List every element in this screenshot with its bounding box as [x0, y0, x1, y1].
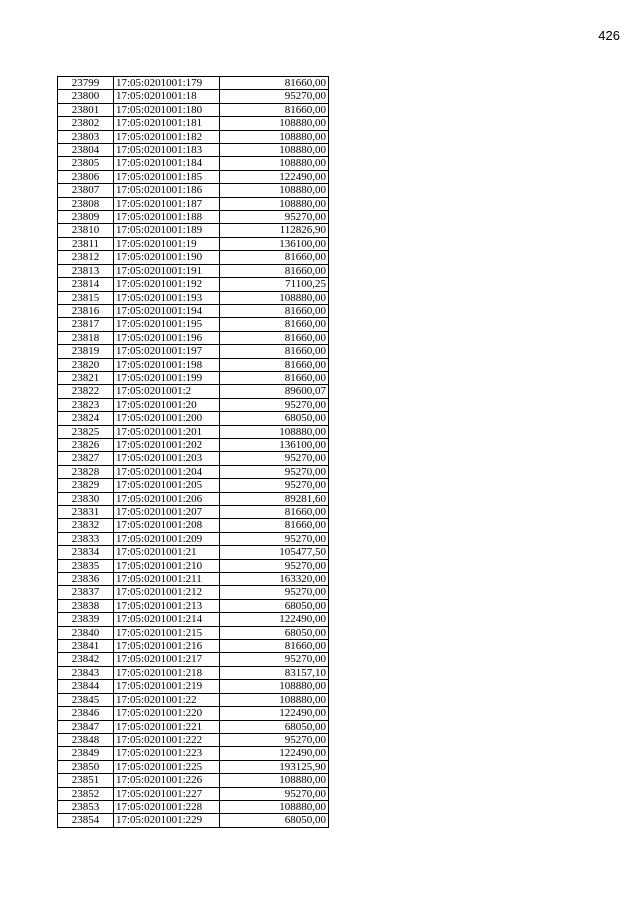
table-row	[58, 680, 329, 693]
row-number-cell: 23801	[58, 103, 114, 116]
cadastral-number-cell: 17:05:0201001:21	[114, 546, 220, 559]
value-cell: 108880,00	[220, 800, 329, 813]
cadastral-number-cell: 17:05:0201001:202	[114, 438, 220, 451]
table-row	[58, 304, 329, 317]
value-cell: 108880,00	[220, 157, 329, 170]
row-number-cell: 23809	[58, 211, 114, 224]
cadastral-number-cell: 17:05:0201001:197	[114, 345, 220, 358]
value-cell: 81660,00	[220, 304, 329, 317]
cadastral-number-cell: 17:05:0201001:217	[114, 653, 220, 666]
cadastral-number-cell: 17:05:0201001:227	[114, 787, 220, 800]
row-number-cell: 23851	[58, 774, 114, 787]
value-cell: 81660,00	[220, 519, 329, 532]
row-number-cell: 23805	[58, 157, 114, 170]
value-cell: 89281,60	[220, 492, 329, 505]
row-number-cell: 23847	[58, 720, 114, 733]
row-number-cell: 23827	[58, 452, 114, 465]
cadastral-number-cell: 17:05:0201001:210	[114, 559, 220, 572]
value-cell: 108880,00	[220, 291, 329, 304]
row-number-cell: 23803	[58, 130, 114, 143]
row-number-cell: 23812	[58, 251, 114, 264]
cadastral-number-cell: 17:05:0201001:214	[114, 613, 220, 626]
row-number-cell: 23845	[58, 693, 114, 706]
value-cell: 71100,25	[220, 278, 329, 291]
value-cell: 95270,00	[220, 452, 329, 465]
row-number-cell: 23852	[58, 787, 114, 800]
value-cell: 68050,00	[220, 814, 329, 827]
value-cell: 108880,00	[220, 184, 329, 197]
cadastral-number-cell: 17:05:0201001:204	[114, 465, 220, 478]
row-number-cell: 23823	[58, 398, 114, 411]
cadastral-number-cell: 17:05:0201001:186	[114, 184, 220, 197]
row-number-cell: 23844	[58, 680, 114, 693]
value-cell: 136100,00	[220, 438, 329, 451]
row-number-cell: 23839	[58, 613, 114, 626]
row-number-cell: 23831	[58, 506, 114, 519]
row-number-cell: 23830	[58, 492, 114, 505]
cadastral-number-cell: 17:05:0201001:228	[114, 800, 220, 813]
table-row	[58, 814, 329, 827]
value-cell: 81660,00	[220, 318, 329, 331]
value-cell: 95270,00	[220, 211, 329, 224]
cadastral-number-cell: 17:05:0201001:191	[114, 264, 220, 277]
value-cell: 108880,00	[220, 117, 329, 130]
table-row	[58, 103, 329, 116]
row-number-cell: 23837	[58, 586, 114, 599]
value-cell: 136100,00	[220, 237, 329, 250]
value-cell: 81660,00	[220, 103, 329, 116]
cadastral-number-cell: 17:05:0201001:199	[114, 371, 220, 384]
cadastral-number-cell: 17:05:0201001:193	[114, 291, 220, 304]
value-cell: 105477,50	[220, 546, 329, 559]
cadastral-number-cell: 17:05:0201001:203	[114, 452, 220, 465]
table-row	[58, 506, 329, 519]
table-row	[58, 760, 329, 773]
table-body	[58, 77, 329, 828]
row-number-cell: 23854	[58, 814, 114, 827]
cadastral-number-cell: 17:05:0201001:213	[114, 599, 220, 612]
table-row	[58, 599, 329, 612]
row-number-cell: 23840	[58, 626, 114, 639]
table-row	[58, 747, 329, 760]
row-number-cell: 23846	[58, 707, 114, 720]
row-number-cell: 23816	[58, 304, 114, 317]
table-row	[58, 800, 329, 813]
cadastral-number-cell: 17:05:0201001:195	[114, 318, 220, 331]
cadastral-number-cell: 17:05:0201001:184	[114, 157, 220, 170]
cadastral-number-cell: 17:05:0201001:207	[114, 506, 220, 519]
row-number-cell: 23825	[58, 425, 114, 438]
table-row	[58, 519, 329, 532]
cadastral-number-cell: 17:05:0201001:206	[114, 492, 220, 505]
table-row	[58, 291, 329, 304]
table-row	[58, 573, 329, 586]
cadastral-number-cell: 17:05:0201001:222	[114, 733, 220, 746]
value-cell: 108880,00	[220, 197, 329, 210]
cadastral-number-cell: 17:05:0201001:229	[114, 814, 220, 827]
value-cell: 193125,90	[220, 760, 329, 773]
value-cell: 95270,00	[220, 733, 329, 746]
table-row	[58, 211, 329, 224]
table-row	[58, 251, 329, 264]
value-cell: 95270,00	[220, 90, 329, 103]
cadastral-number-cell: 17:05:0201001:216	[114, 640, 220, 653]
value-cell: 68050,00	[220, 626, 329, 639]
cadastral-number-cell: 17:05:0201001:209	[114, 532, 220, 545]
table-row	[58, 546, 329, 559]
row-number-cell: 23802	[58, 117, 114, 130]
cadastral-number-cell: 17:05:0201001:220	[114, 707, 220, 720]
row-number-cell: 23810	[58, 224, 114, 237]
table-row	[58, 438, 329, 451]
value-cell: 68050,00	[220, 599, 329, 612]
value-cell: 163320,00	[220, 573, 329, 586]
value-cell: 81660,00	[220, 345, 329, 358]
cadastral-number-cell: 17:05:0201001:179	[114, 77, 220, 90]
value-cell: 108880,00	[220, 693, 329, 706]
row-number-cell: 23842	[58, 653, 114, 666]
cadastral-number-cell: 17:05:0201001:205	[114, 479, 220, 492]
row-number-cell: 23838	[58, 599, 114, 612]
row-number-cell: 23826	[58, 438, 114, 451]
cadastral-number-cell: 17:05:0201001:211	[114, 573, 220, 586]
row-number-cell: 23834	[58, 546, 114, 559]
row-number-cell: 23817	[58, 318, 114, 331]
value-cell: 81660,00	[220, 77, 329, 90]
cadastral-number-cell: 17:05:0201001:198	[114, 358, 220, 371]
row-number-cell: 23819	[58, 345, 114, 358]
table-row	[58, 774, 329, 787]
table-row	[58, 144, 329, 157]
row-number-cell: 23807	[58, 184, 114, 197]
value-cell: 95270,00	[220, 479, 329, 492]
value-cell: 112826,90	[220, 224, 329, 237]
cadastral-number-cell: 17:05:0201001:219	[114, 680, 220, 693]
table-row	[58, 707, 329, 720]
value-cell: 95270,00	[220, 398, 329, 411]
table-row	[58, 385, 329, 398]
value-cell: 108880,00	[220, 425, 329, 438]
table-row	[58, 586, 329, 599]
table-row	[58, 452, 329, 465]
table-row	[58, 90, 329, 103]
table-row	[58, 170, 329, 183]
table-row	[58, 371, 329, 384]
cadastral-number-cell: 17:05:0201001:22	[114, 693, 220, 706]
row-number-cell: 23833	[58, 532, 114, 545]
value-cell: 95270,00	[220, 653, 329, 666]
value-cell: 122490,00	[220, 613, 329, 626]
row-number-cell: 23820	[58, 358, 114, 371]
table-row	[58, 398, 329, 411]
value-cell: 95270,00	[220, 465, 329, 478]
cadastral-value-table	[57, 76, 329, 828]
value-cell: 68050,00	[220, 720, 329, 733]
value-cell: 108880,00	[220, 680, 329, 693]
cadastral-number-cell: 17:05:0201001:181	[114, 117, 220, 130]
value-cell: 81660,00	[220, 264, 329, 277]
value-cell: 81660,00	[220, 251, 329, 264]
cadastral-number-cell: 17:05:0201001:212	[114, 586, 220, 599]
table-row	[58, 720, 329, 733]
cadastral-number-cell: 17:05:0201001:183	[114, 144, 220, 157]
table-row	[58, 237, 329, 250]
table-row	[58, 197, 329, 210]
cadastral-number-cell: 17:05:0201001:188	[114, 211, 220, 224]
table-row	[58, 358, 329, 371]
value-cell: 81660,00	[220, 358, 329, 371]
table-row	[58, 465, 329, 478]
value-cell: 89600,07	[220, 385, 329, 398]
cadastral-number-cell: 17:05:0201001:19	[114, 237, 220, 250]
value-cell: 95270,00	[220, 532, 329, 545]
page-number: 426	[598, 28, 620, 43]
cadastral-number-cell: 17:05:0201001:223	[114, 747, 220, 760]
table-row	[58, 693, 329, 706]
cadastral-number-cell: 17:05:0201001:201	[114, 425, 220, 438]
row-number-cell: 23799	[58, 77, 114, 90]
value-cell: 108880,00	[220, 144, 329, 157]
table-row	[58, 787, 329, 800]
table-row	[58, 117, 329, 130]
table-row	[58, 318, 329, 331]
row-number-cell: 23828	[58, 465, 114, 478]
value-cell: 68050,00	[220, 412, 329, 425]
cadastral-number-cell: 17:05:0201001:221	[114, 720, 220, 733]
row-number-cell: 23800	[58, 90, 114, 103]
cadastral-number-cell: 17:05:0201001:208	[114, 519, 220, 532]
table-row	[58, 77, 329, 90]
table-row	[58, 331, 329, 344]
table-row	[58, 130, 329, 143]
table-row	[58, 532, 329, 545]
row-number-cell: 23806	[58, 170, 114, 183]
value-cell: 122490,00	[220, 747, 329, 760]
cadastral-number-cell: 17:05:0201001:187	[114, 197, 220, 210]
cadastral-number-cell: 17:05:0201001:196	[114, 331, 220, 344]
table-row	[58, 412, 329, 425]
table-row	[58, 264, 329, 277]
row-number-cell: 23843	[58, 666, 114, 679]
row-number-cell: 23818	[58, 331, 114, 344]
table-row	[58, 666, 329, 679]
table-row	[58, 653, 329, 666]
row-number-cell: 23849	[58, 747, 114, 760]
table-row	[58, 278, 329, 291]
row-number-cell: 23808	[58, 197, 114, 210]
row-number-cell: 23835	[58, 559, 114, 572]
row-number-cell: 23813	[58, 264, 114, 277]
row-number-cell: 23832	[58, 519, 114, 532]
row-number-cell: 23814	[58, 278, 114, 291]
value-cell: 95270,00	[220, 559, 329, 572]
row-number-cell: 23841	[58, 640, 114, 653]
table-row	[58, 425, 329, 438]
value-cell: 95270,00	[220, 787, 329, 800]
row-number-cell: 23822	[58, 385, 114, 398]
table-row	[58, 184, 329, 197]
value-cell: 81660,00	[220, 506, 329, 519]
value-cell: 83157,10	[220, 666, 329, 679]
row-number-cell: 23815	[58, 291, 114, 304]
table-row	[58, 733, 329, 746]
cadastral-number-cell: 17:05:0201001:20	[114, 398, 220, 411]
cadastral-number-cell: 17:05:0201001:2	[114, 385, 220, 398]
cadastral-number-cell: 17:05:0201001:225	[114, 760, 220, 773]
cadastral-number-cell: 17:05:0201001:180	[114, 103, 220, 116]
table-row	[58, 559, 329, 572]
value-cell: 122490,00	[220, 170, 329, 183]
row-number-cell: 23836	[58, 573, 114, 586]
table-row	[58, 492, 329, 505]
table-row	[58, 345, 329, 358]
cadastral-number-cell: 17:05:0201001:226	[114, 774, 220, 787]
table-row	[58, 613, 329, 626]
table-row	[58, 224, 329, 237]
cadastral-number-cell: 17:05:0201001:200	[114, 412, 220, 425]
value-cell: 81660,00	[220, 331, 329, 344]
cadastral-number-cell: 17:05:0201001:192	[114, 278, 220, 291]
row-number-cell: 23853	[58, 800, 114, 813]
row-number-cell: 23804	[58, 144, 114, 157]
table-row	[58, 626, 329, 639]
row-number-cell: 23821	[58, 371, 114, 384]
cadastral-number-cell: 17:05:0201001:194	[114, 304, 220, 317]
value-cell: 81660,00	[220, 371, 329, 384]
cadastral-number-cell: 17:05:0201001:218	[114, 666, 220, 679]
row-number-cell: 23811	[58, 237, 114, 250]
cadastral-number-cell: 17:05:0201001:190	[114, 251, 220, 264]
cadastral-number-cell: 17:05:0201001:185	[114, 170, 220, 183]
table-row	[58, 479, 329, 492]
cadastral-number-cell: 17:05:0201001:182	[114, 130, 220, 143]
row-number-cell: 23850	[58, 760, 114, 773]
cadastral-number-cell: 17:05:0201001:215	[114, 626, 220, 639]
value-cell: 108880,00	[220, 774, 329, 787]
value-cell: 108880,00	[220, 130, 329, 143]
value-cell: 95270,00	[220, 586, 329, 599]
value-cell: 122490,00	[220, 707, 329, 720]
row-number-cell: 23824	[58, 412, 114, 425]
row-number-cell: 23848	[58, 733, 114, 746]
table-row	[58, 640, 329, 653]
row-number-cell: 23829	[58, 479, 114, 492]
cadastral-number-cell: 17:05:0201001:189	[114, 224, 220, 237]
cadastral-number-cell: 17:05:0201001:18	[114, 90, 220, 103]
table-row	[58, 157, 329, 170]
value-cell: 81660,00	[220, 640, 329, 653]
